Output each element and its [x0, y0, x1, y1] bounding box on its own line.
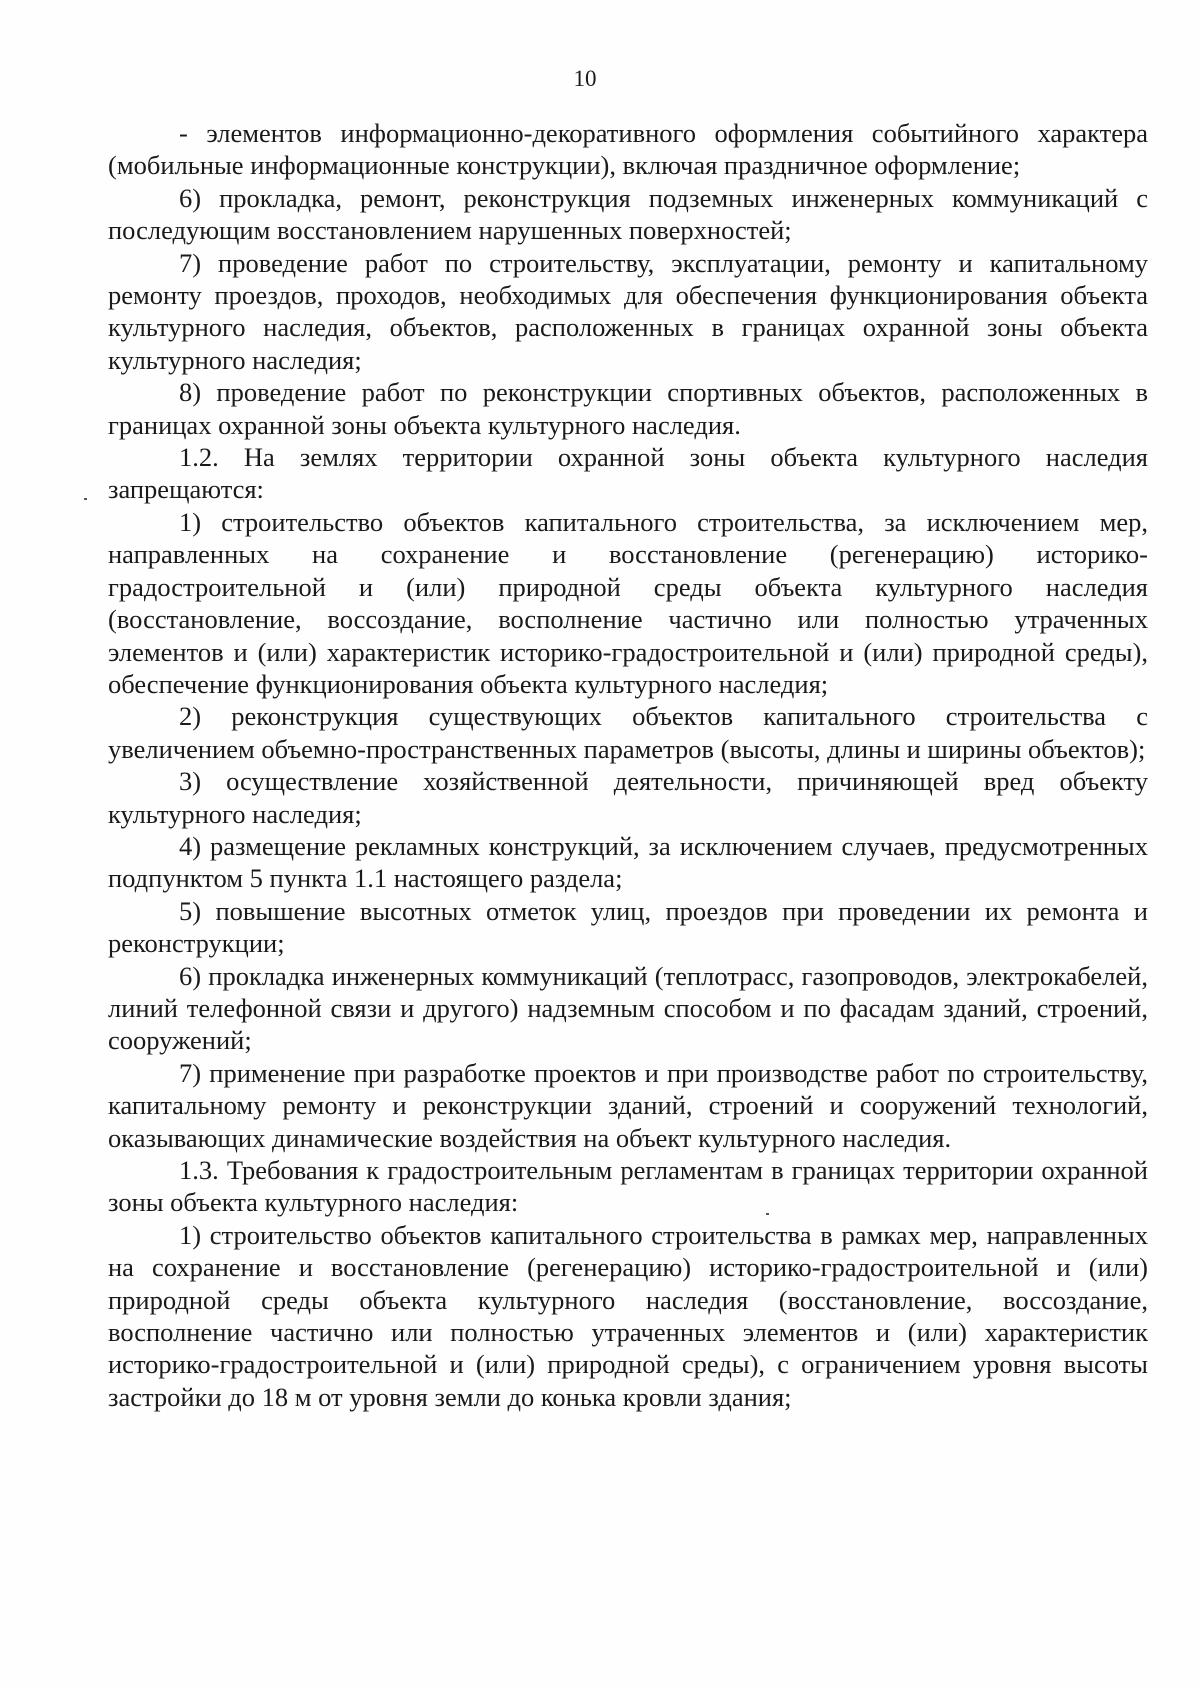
section-1-3-heading: 1.3. Требования к градостроительным регламентам в границах территории охранной зоны объекта культурного наследия:	[108, 1155, 1148, 1218]
paragraph-height-limit: 1) строительство объектов капитального строительства в рамках мер, направленных на сохранение и восстановление (регенерацию) историко-градостроительной и (или) природной среды объекта культурного наследия (восстановление, воссоздание, восполнение частично или полностью утраченных элементов и (или) характеристик историко-градостроительной и (или) природной среды), с ограничением уровня высоты застройки до 18 м от уровня земли до конька кровли здания;	[108, 1219, 1148, 1412]
paragraph-advertising-ban: 4) размещение рекламных конструкций, за исключением случаев, предусмотренных подпунктом 5 пункта 1.1 настоящего раздела;	[108, 830, 1148, 894]
paragraph-dynamic-impact: 7) применение при разработке проектов и при производстве работ по строительству, капитальному ремонту и реконструкции зданий, строений и сооружений технологий, оказывающих динамические воздействия на объект культурного наследия.	[108, 1057, 1148, 1153]
paragraph-harmful-activity: 3) осуществление хозяйственной деятельности, причиняющей вред объекту культурного наследия;	[108, 766, 1148, 829]
scan-speck	[766, 1213, 769, 1215]
paragraph-passages-works: 7) проведение работ по строительству, эксплуатации, ремонту и капитальному ремонту проездов, проходов, необходимых для обеспечения функционирования объекта культурного наследия, объектов, расположенных в границах охранной зоны объекта культурного наследия;	[108, 247, 1148, 375]
paragraph-underground-utilities: 6) прокладка, ремонт, реконструкция подземных инженерных коммуникаций с последующим восстановлением нарушенных поверхностей;	[108, 182, 1148, 246]
scan-speck	[84, 498, 87, 500]
section-1-2-heading: 1.2. На землях территории охранной зоны объекта культурного наследия запрещаются:	[108, 442, 1148, 505]
paragraph-overhead-utilities: 6) прокладка инженерных коммуникаций (теплотрасс, газопроводов, электрокабелей, линий телефонной связи и другого) надземным способом и по фасадам зданий, строений, сооружений;	[108, 960, 1148, 1056]
paragraph-reconstruction-ban: 2) реконструкция существующих объектов капитального строительства с увеличением объемно-пространственных параметров (высоты, длины и ширины объектов);	[108, 701, 1148, 764]
paragraph-decorative-elements: - элементов информационно-декоративного оформления событийного характера (мобильные информационные конструкции), включая праздничное оформление;	[108, 118, 1148, 181]
paragraph-sports-facilities: 8) проведение работ по реконструкции спортивных объектов, расположенных в границах охранной зоны объекта культурного наследия.	[108, 377, 1148, 440]
paragraph-construction-ban: 1) строительство объектов капитального строительства, за исключением мер, направленных на сохранение и восстановление (регенерацию) историко-градостроительной и (или) природной среды объекта культурного наследия (восстановление, воссоздание, восполнение частично или полностью утраченных элементов и (или) характеристик историко-градостроительной и (или) природной среды), обеспечение функционирования объекта культурного наследия;	[108, 506, 1148, 699]
document-body	[108, 117, 1148, 1413]
paragraph-street-elevation: 5) повышение высотных отметок улиц, проездов при проведении их ремонта и реконструкции;	[108, 895, 1148, 959]
page-number: 10	[573, 66, 597, 91]
